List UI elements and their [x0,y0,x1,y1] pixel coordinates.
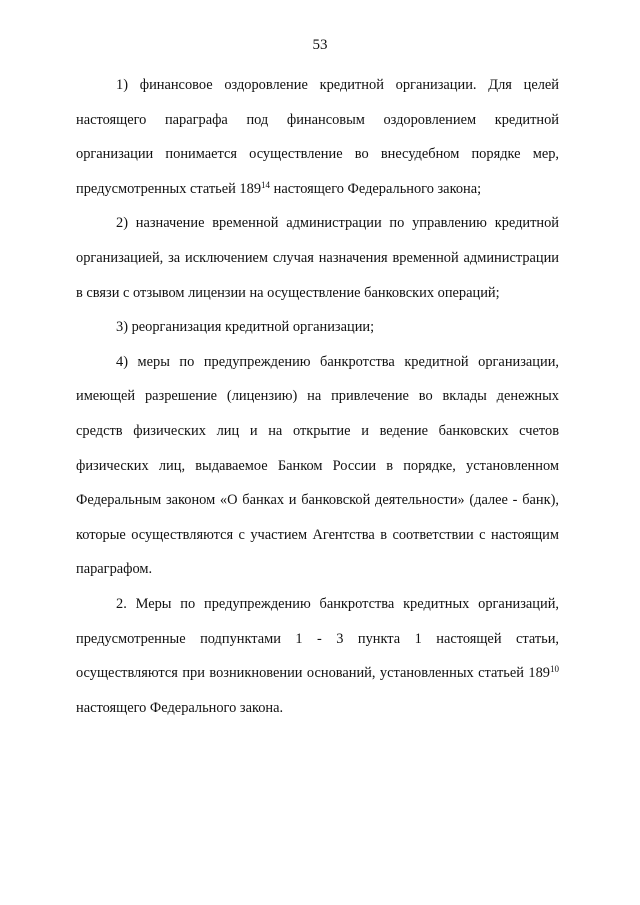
paragraph-1-superscript: 14 [261,179,271,190]
paragraph-5-text: 2. Меры по предупреждению банкротства кредитных организаций, предусмотренные подпунктами 1 - 3 пункта 1 настоящей статьи, осуществляются при возникновении оснований, установленных статьей 189 [76,595,559,682]
paragraph-1-text: 1) финансовое оздоровление кредитной организации. Для целей настоящего параграфа под финансовым оздоровлением кредитной организации понимается осуществление во внесудебном порядке мер, предусмотренных статьей 189 [76,77,559,197]
paragraph-4 [76,345,559,587]
paragraph-3-text: 3) реорганизация кредитной организации; [116,319,375,336]
paragraph-2 [76,206,559,310]
page-number: 53 [312,37,328,53]
paragraph-4-text: 4) меры по предупреждению банкротства кредитной организации, имеющей разрешение (лицензию) на привлечение во вклады денежных средств физических лиц и на открытие и ведение банковских счетов физических лиц, выдаваемое Банком России в порядке, установленном Федеральным законом «О банках и банковской деятельности» (далее - банк), которые осуществляются с участием Агентства в соответствии с настоящим параграфом. [76,353,559,578]
paragraph-2-text: 2) назначение временной администрации по управлению кредитной организацией, за исключением случая назначения временной администрации в связи с отзывом лицензии на осуществление банковских операций; [76,215,559,301]
paragraph-1-text-end: настоящего Федерального закона; [270,180,482,197]
paragraph-5-superscript: 10 [550,664,559,675]
paragraph-5 [76,587,559,725]
document-body [76,68,559,725]
paragraph-3 [76,310,559,345]
paragraph-1 [76,68,559,206]
paragraph-5-text-end: настоящего Федерального закона. [76,699,284,716]
